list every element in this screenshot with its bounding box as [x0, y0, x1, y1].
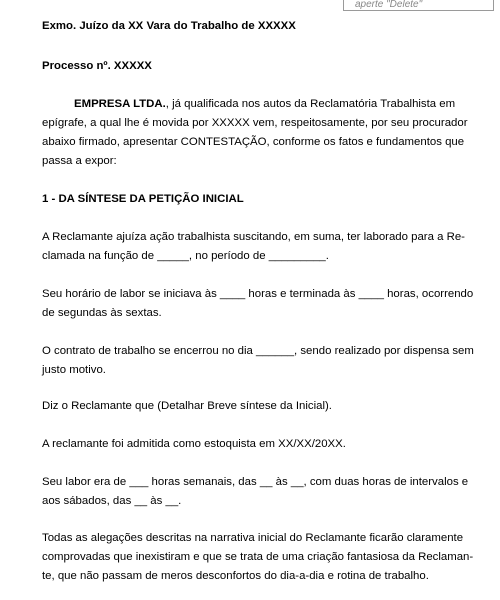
p6-line-1: Seu labor era de ___ horas semanais, das __ às __, com duas horas de intervalos e: [42, 476, 469, 488]
p3-line-1: O contrato de trabalho se encerrou no dia ______, sendo realizado por dispensa sem: [42, 345, 474, 357]
intro-line-1-rest: , já qualificada nos autos da Reclamatória Trabalhista em: [165, 98, 456, 110]
process-number: Processo nº. XXXXX: [42, 60, 152, 72]
intro-line-4: passa a expor:: [42, 155, 117, 167]
delete-hint-text: aperte "Delete": [355, 0, 423, 10]
section-1-title: 1 - DA SÍNTESE DA PETIÇÃO INICIAL: [42, 193, 244, 205]
intro-line-1: [74, 95, 457, 114]
company-name: EMPRESA LTDA.: [74, 98, 166, 110]
court-header: Exmo. Juízo da XX Vara do Trabalho de XXXXX: [42, 20, 296, 32]
p7-line-2: comprovadas que inexistiram e que se trata de uma criação fantasiosa da Reclaman-: [42, 551, 474, 563]
p1-line-1: A Reclamante ajuíza ação trabalhista suscitando, em suma, ter laborado para a Re-: [42, 231, 465, 243]
p3-line-2: justo motivo.: [42, 364, 106, 376]
intro-line-2: epígrafe, a qual lhe é movida por XXXXX vem, respeitosamente, por seu procurador: [42, 117, 468, 129]
p7-line-1: Todas as alegações descritas na narrativa inicial do Reclamante ficarão claramente: [42, 532, 464, 544]
p6-line-2: aos sábados, das __ às __.: [42, 495, 182, 507]
p2-line-2: de segundas às sextas.: [42, 307, 162, 319]
p5-text: A reclamante foi admitida como estoquista em XX/XX/20XX.: [42, 438, 346, 450]
p7-line-3: te, que não passam de meros desconfortos do dia-a-dia e rotina de trabalho.: [42, 570, 429, 582]
p1-line-2: clamada na função de _____, no período de _________.: [42, 250, 329, 262]
delete-hint-box: [343, 0, 494, 11]
p2-line-1: Seu horário de labor se iniciava às ____ horas e terminada às ____ horas, ocorrendo: [42, 288, 474, 300]
p4-text: Diz o Reclamante que (Detalhar Breve síntese da Inicial).: [42, 400, 332, 412]
intro-line-3: abaixo firmado, apresentar CONTESTAÇÃO, conforme os fatos e fundamentos que: [42, 136, 465, 148]
